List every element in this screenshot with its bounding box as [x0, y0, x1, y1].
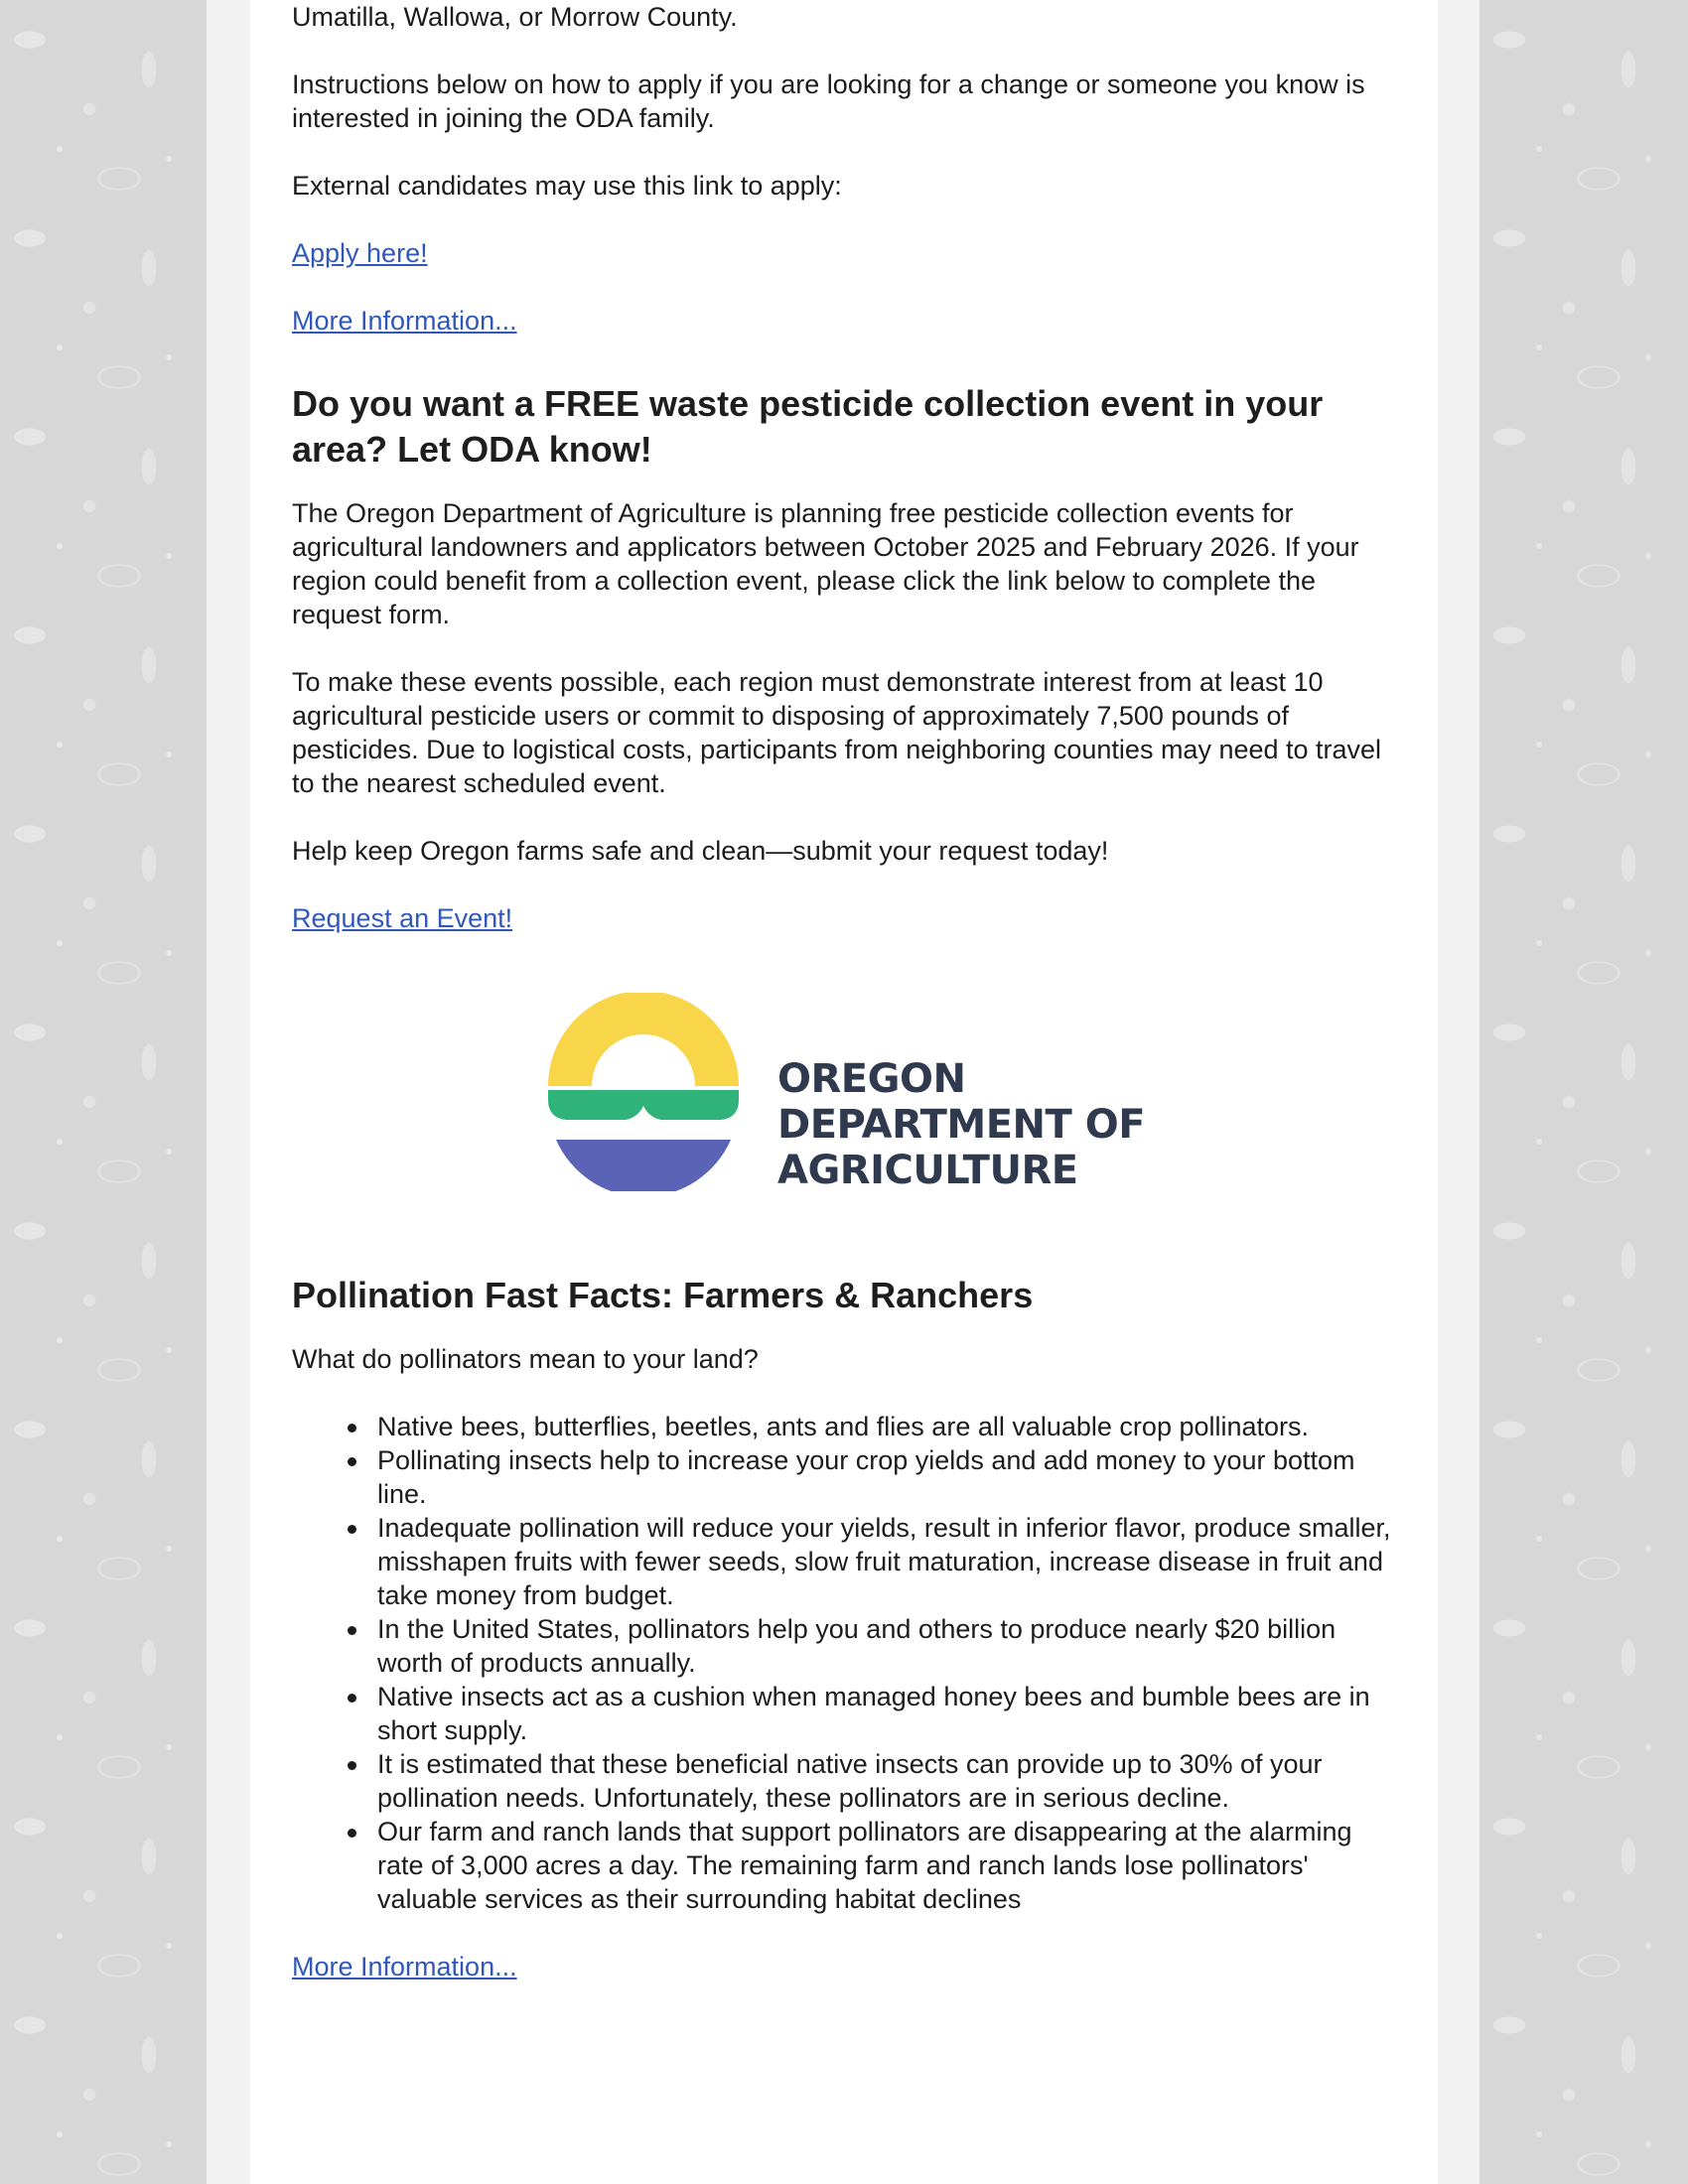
newsletter-content: [250, 0, 1438, 2184]
more-information-link[interactable]: More Information...: [292, 306, 517, 336]
list-item: Inadequate pollination will reduce your yields, result in inferior flavor, produce smaller, misshapen fruits with fewer seeds, slow fruit maturation, increase disease in fruit and take money from budget.: [377, 1511, 1404, 1612]
list-item: In the United States, pollinators help you and others to produce nearly $20 billion worth of products annually.: [377, 1612, 1404, 1680]
oda-logo: [534, 993, 1170, 1191]
decorative-pattern-left: [0, 0, 207, 2184]
intro-section: [292, 0, 1404, 338]
list-item: Pollinating insects help to increase your crop yields and add money to your bottom line.: [377, 1443, 1404, 1511]
list-item: Native bees, butterflies, beetles, ants and flies are all valuable crop pollinators.: [377, 1410, 1404, 1443]
instructions-text: Instructions below on how to apply if you are looking for a change or someone you know is interested in joining the ODA family.: [292, 69, 1365, 133]
pesticide-paragraph-3: Help keep Oregon farms safe and clean—submit your request today!: [292, 836, 1109, 866]
apply-here-link[interactable]: Apply here!: [292, 238, 428, 268]
request-event-link[interactable]: Request an Event!: [292, 903, 513, 933]
list-item: Native insects act as a cushion when managed honey bees and bumble bees are in short supply.: [377, 1680, 1404, 1747]
external-candidates-text: External candidates may use this link to apply:: [292, 171, 842, 201]
pesticide-paragraph-1: The Oregon Department of Agriculture is planning free pesticide collection events for agricultural landowners and applicators between October 2025 and February 2026. If your region could benefit from a collection event, please click the link below to complete the request form.: [292, 498, 1359, 629]
pesticide-heading: Do you want a FREE waste pesticide collection event in your area? Let ODA know!: [292, 383, 1324, 470]
page-gutter-left: [207, 0, 250, 2184]
wordmark-line-1: OREGON: [777, 1056, 966, 1102]
wordmark-line-3: AGRICULTURE: [777, 1148, 1078, 1193]
decorative-pattern-right: [1479, 0, 1688, 2184]
pesticide-section: [292, 381, 1404, 935]
pesticide-paragraph-2: To make these events possible, each region must demonstrate interest from at least 10 agricultural pesticide users or commit to disposing of approximately 7,500 pounds of pesticides. Due to logistical costs, participants from neighboring counties may need to travel to the nearest scheduled event.: [292, 667, 1382, 798]
wordmark-line-2: DEPARTMENT OF: [777, 1102, 1146, 1148]
pollination-more-information-link[interactable]: More Information...: [292, 1952, 517, 1981]
oda-wordmark: [777, 1056, 1145, 1193]
pollination-section: [292, 1273, 1404, 1983]
oda-sun-emblem: [534, 993, 753, 1191]
counties-line: Umatilla, Wallowa, or Morrow County.: [292, 2, 738, 32]
pollination-question: What do pollinators mean to your land?: [292, 1344, 759, 1374]
list-item: Our farm and ranch lands that support pollinators are disappearing at the alarming rate of 3,000 acres a day. The remaining farm and ranch lands lose pollinators' valuable services as their surrounding habitat declines: [377, 1815, 1404, 1916]
page-gutter-right: [1438, 0, 1479, 2184]
list-item: It is estimated that these beneficial native insects can provide up to 30% of your pollination needs. Unfortunately, these pollinators are in serious decline.: [377, 1747, 1404, 1815]
pollination-heading: Pollination Fast Facts: Farmers & Ranchers: [292, 1275, 1034, 1315]
pollination-facts-list: [292, 1410, 1404, 1916]
